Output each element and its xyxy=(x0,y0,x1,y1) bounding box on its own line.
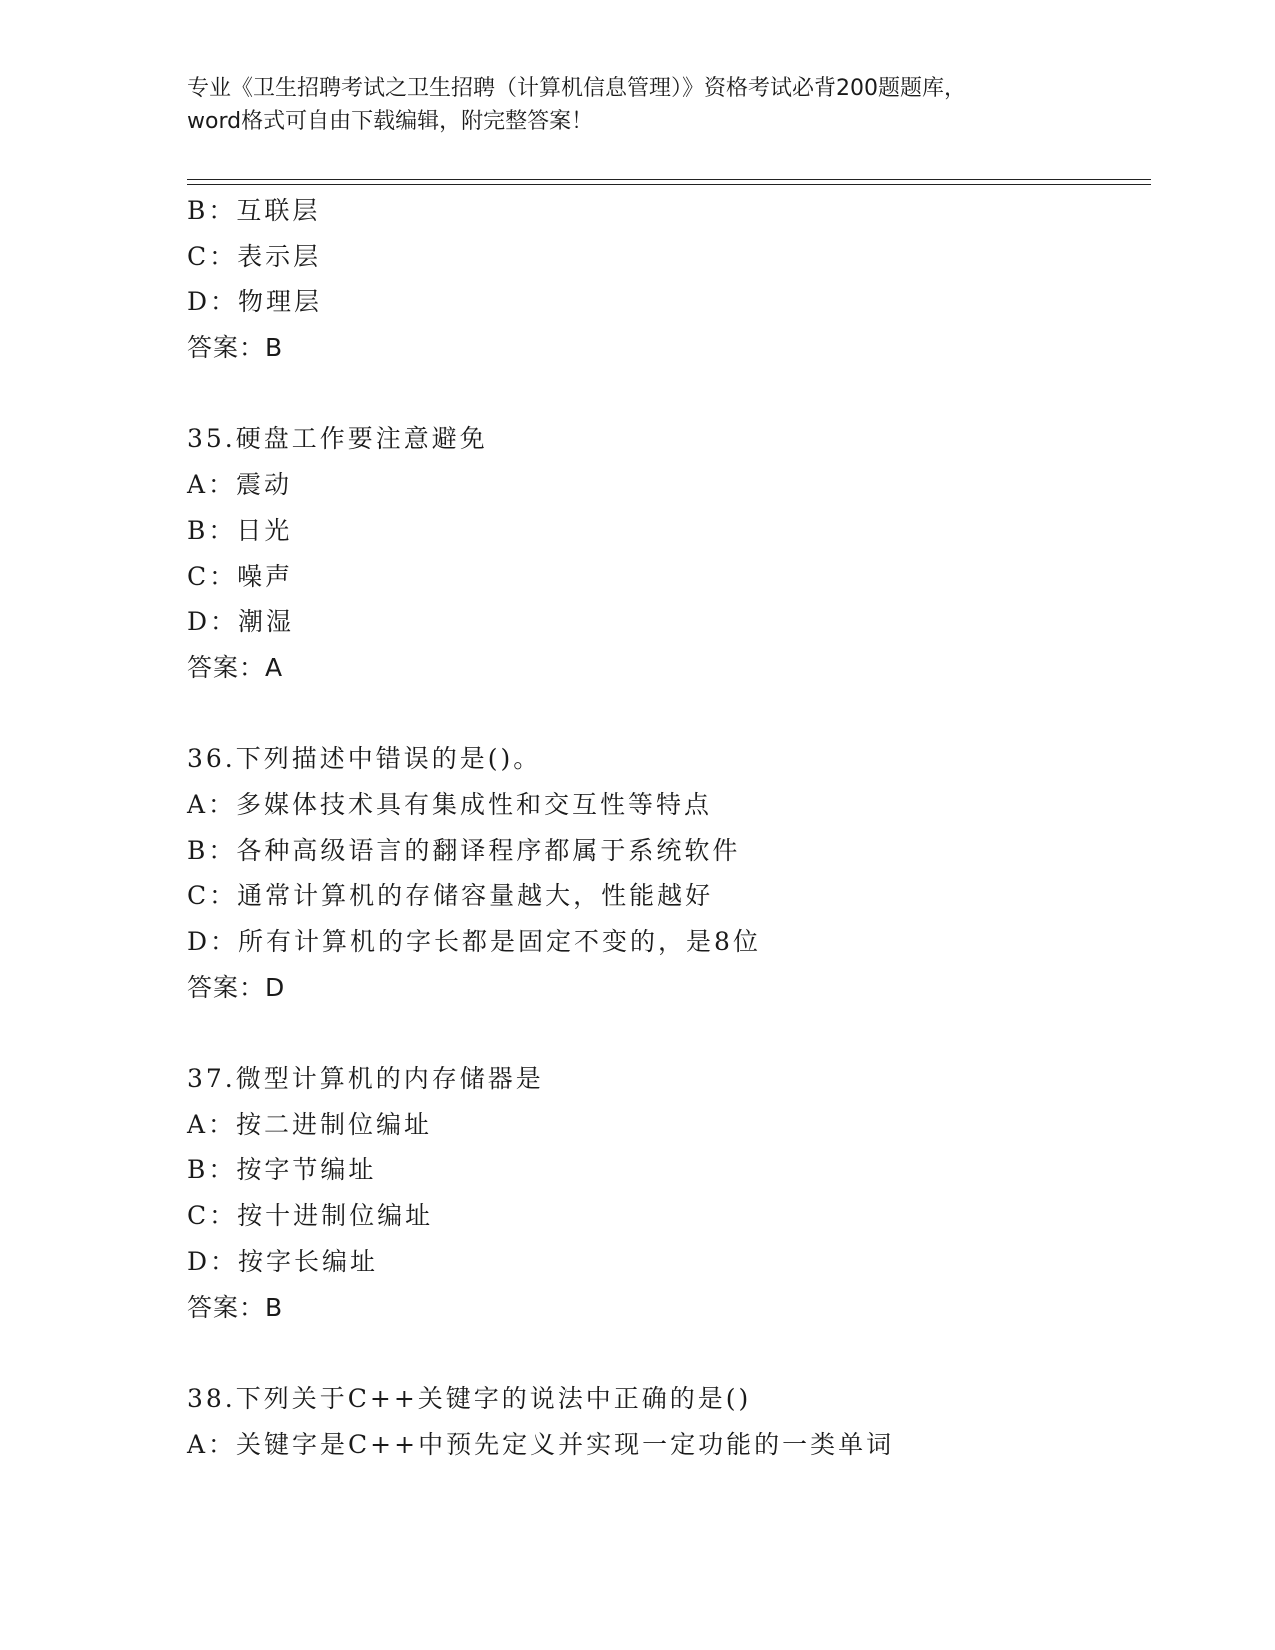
option-b: B：日光 xyxy=(187,515,293,545)
option-a: A：按二进制位编址 xyxy=(187,1109,433,1139)
question-35 xyxy=(187,416,1147,690)
answer-line: 答案：D xyxy=(187,972,286,1002)
question-text: 35.硬盘工作要注意避免 xyxy=(187,424,488,454)
document-header xyxy=(187,72,1087,138)
spacer xyxy=(187,1330,1147,1376)
option-c: C：噪声 xyxy=(187,561,294,591)
option-b: B：互联层 xyxy=(187,196,321,225)
question-text: 36.下列描述中错误的是()。 xyxy=(187,744,542,774)
question-text: 38.下列关于C++关键字的说法中正确的是() xyxy=(187,1383,752,1413)
option-d: D：按字长编址 xyxy=(187,1246,379,1276)
option-d: D：潮湿 xyxy=(187,607,295,637)
header-divider-top xyxy=(187,179,1151,180)
answer-line: 答案：B xyxy=(187,333,284,363)
question-34-continuation xyxy=(187,188,1147,371)
spacer xyxy=(187,691,1147,737)
option-b: B：按字节编址 xyxy=(187,1155,377,1185)
option-a: A：关键字是C++中预先定义并实现一定功能的一类单词 xyxy=(187,1429,895,1459)
header-line-1: 专业《卫生招聘考试之卫生招聘（计算机信息管理）》资格考试必背200题题库， xyxy=(187,76,966,101)
option-a: A：震动 xyxy=(187,470,293,500)
option-d: D：所有计算机的字长都是固定不变的，是8位 xyxy=(187,927,761,956)
header-divider-bottom xyxy=(187,184,1151,185)
question-37 xyxy=(187,1056,1147,1330)
spacer xyxy=(187,371,1147,417)
option-a: A：多媒体技术具有集成性和交互性等特点 xyxy=(187,789,713,819)
option-c: C：按十进制位编址 xyxy=(187,1201,434,1231)
header-line-2: word格式可自由下载编辑，附完整答案！ xyxy=(187,109,594,134)
question-36 xyxy=(187,736,1147,1010)
option-d: D：物理层 xyxy=(187,287,323,317)
answer-line: 答案：B xyxy=(187,1292,284,1322)
option-c: C：表示层 xyxy=(187,241,322,271)
option-c: C：通常计算机的存储容量越大，性能越好 xyxy=(187,881,714,911)
option-b: B：各种高级语言的翻译程序都属于系统软件 xyxy=(187,835,741,865)
question-list xyxy=(187,188,1147,1467)
question-38 xyxy=(187,1376,1147,1467)
answer-line: 答案：A xyxy=(187,652,284,682)
question-text: 37.微型计算机的内存储器是 xyxy=(187,1064,544,1094)
spacer xyxy=(187,1010,1147,1056)
